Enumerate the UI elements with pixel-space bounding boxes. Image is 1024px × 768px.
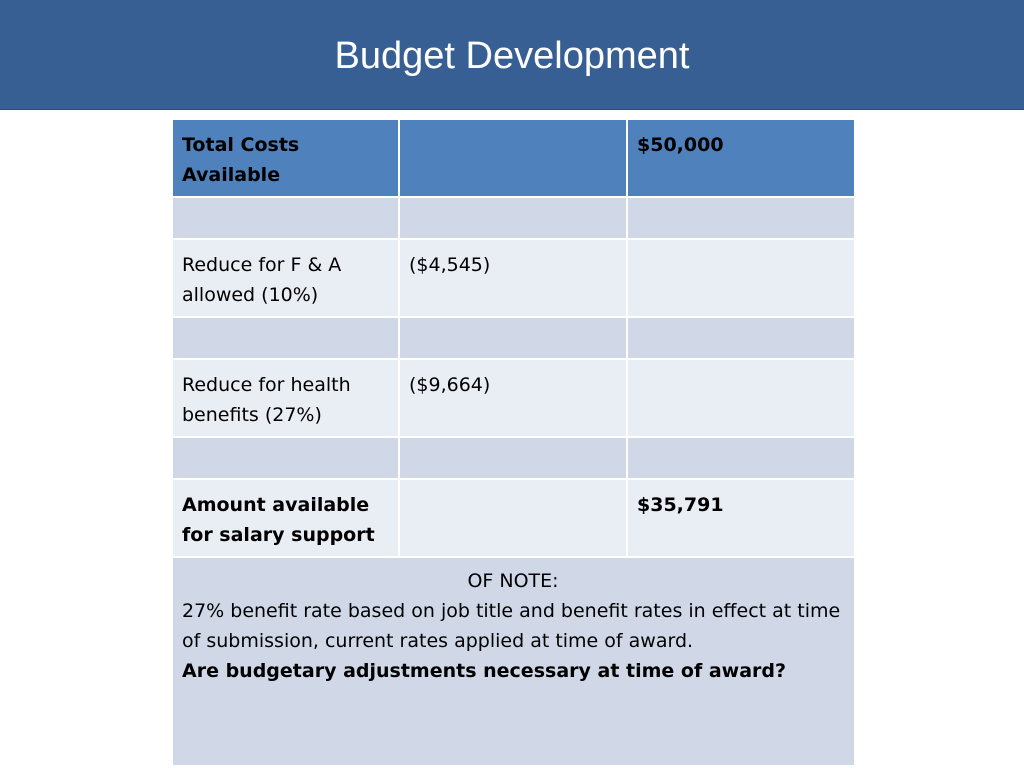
spacer-row bbox=[172, 437, 855, 479]
row-total-cell bbox=[627, 239, 855, 317]
header-total-cell: $50,000 bbox=[627, 119, 855, 197]
budget-table bbox=[171, 118, 856, 767]
header-label-line1: Total Costs bbox=[182, 134, 300, 156]
row-amount-cell: ($4,545) bbox=[399, 239, 627, 317]
note-row bbox=[172, 557, 855, 766]
result-label-line1: Amount available bbox=[182, 494, 370, 516]
note-cell bbox=[172, 557, 855, 766]
header-label-line2: Available bbox=[182, 164, 281, 186]
title-bar bbox=[0, 0, 1024, 110]
spacer-row bbox=[172, 197, 855, 239]
empty-cell bbox=[172, 197, 399, 239]
note-heading: OF NOTE: bbox=[467, 570, 559, 592]
row-label-cell bbox=[172, 359, 399, 437]
note-question: Are budgetary adjustments necessary at time of award? bbox=[182, 660, 787, 682]
note-body: 27% benefit rate based on job title and benefit rates in effect at time of submission, current rates applied at time of award. bbox=[182, 600, 841, 652]
spacer-row bbox=[172, 317, 855, 359]
row-label-line1: Reduce for F & A bbox=[182, 254, 342, 276]
table-header-row bbox=[172, 119, 855, 197]
result-row bbox=[172, 479, 855, 557]
empty-cell bbox=[627, 437, 855, 479]
row-label-line1: Reduce for health bbox=[182, 374, 351, 396]
empty-cell bbox=[627, 317, 855, 359]
table-row bbox=[172, 239, 855, 317]
row-label-cell bbox=[172, 239, 399, 317]
slide-title: Budget Development bbox=[334, 35, 690, 77]
empty-cell bbox=[172, 317, 399, 359]
empty-cell bbox=[399, 437, 627, 479]
result-label-line2: for salary support bbox=[182, 524, 375, 546]
result-amount-cell bbox=[399, 479, 627, 557]
table-row bbox=[172, 359, 855, 437]
empty-cell bbox=[627, 197, 855, 239]
empty-cell bbox=[399, 197, 627, 239]
header-amount-cell bbox=[399, 119, 627, 197]
row-label-line2: allowed (10%) bbox=[182, 284, 319, 306]
row-label-line2: benefits (27%) bbox=[182, 404, 322, 426]
header-label-cell bbox=[172, 119, 399, 197]
result-total-cell: $35,791 bbox=[627, 479, 855, 557]
row-total-cell bbox=[627, 359, 855, 437]
result-label-cell bbox=[172, 479, 399, 557]
row-amount-cell: ($9,664) bbox=[399, 359, 627, 437]
empty-cell bbox=[172, 437, 399, 479]
empty-cell bbox=[399, 317, 627, 359]
